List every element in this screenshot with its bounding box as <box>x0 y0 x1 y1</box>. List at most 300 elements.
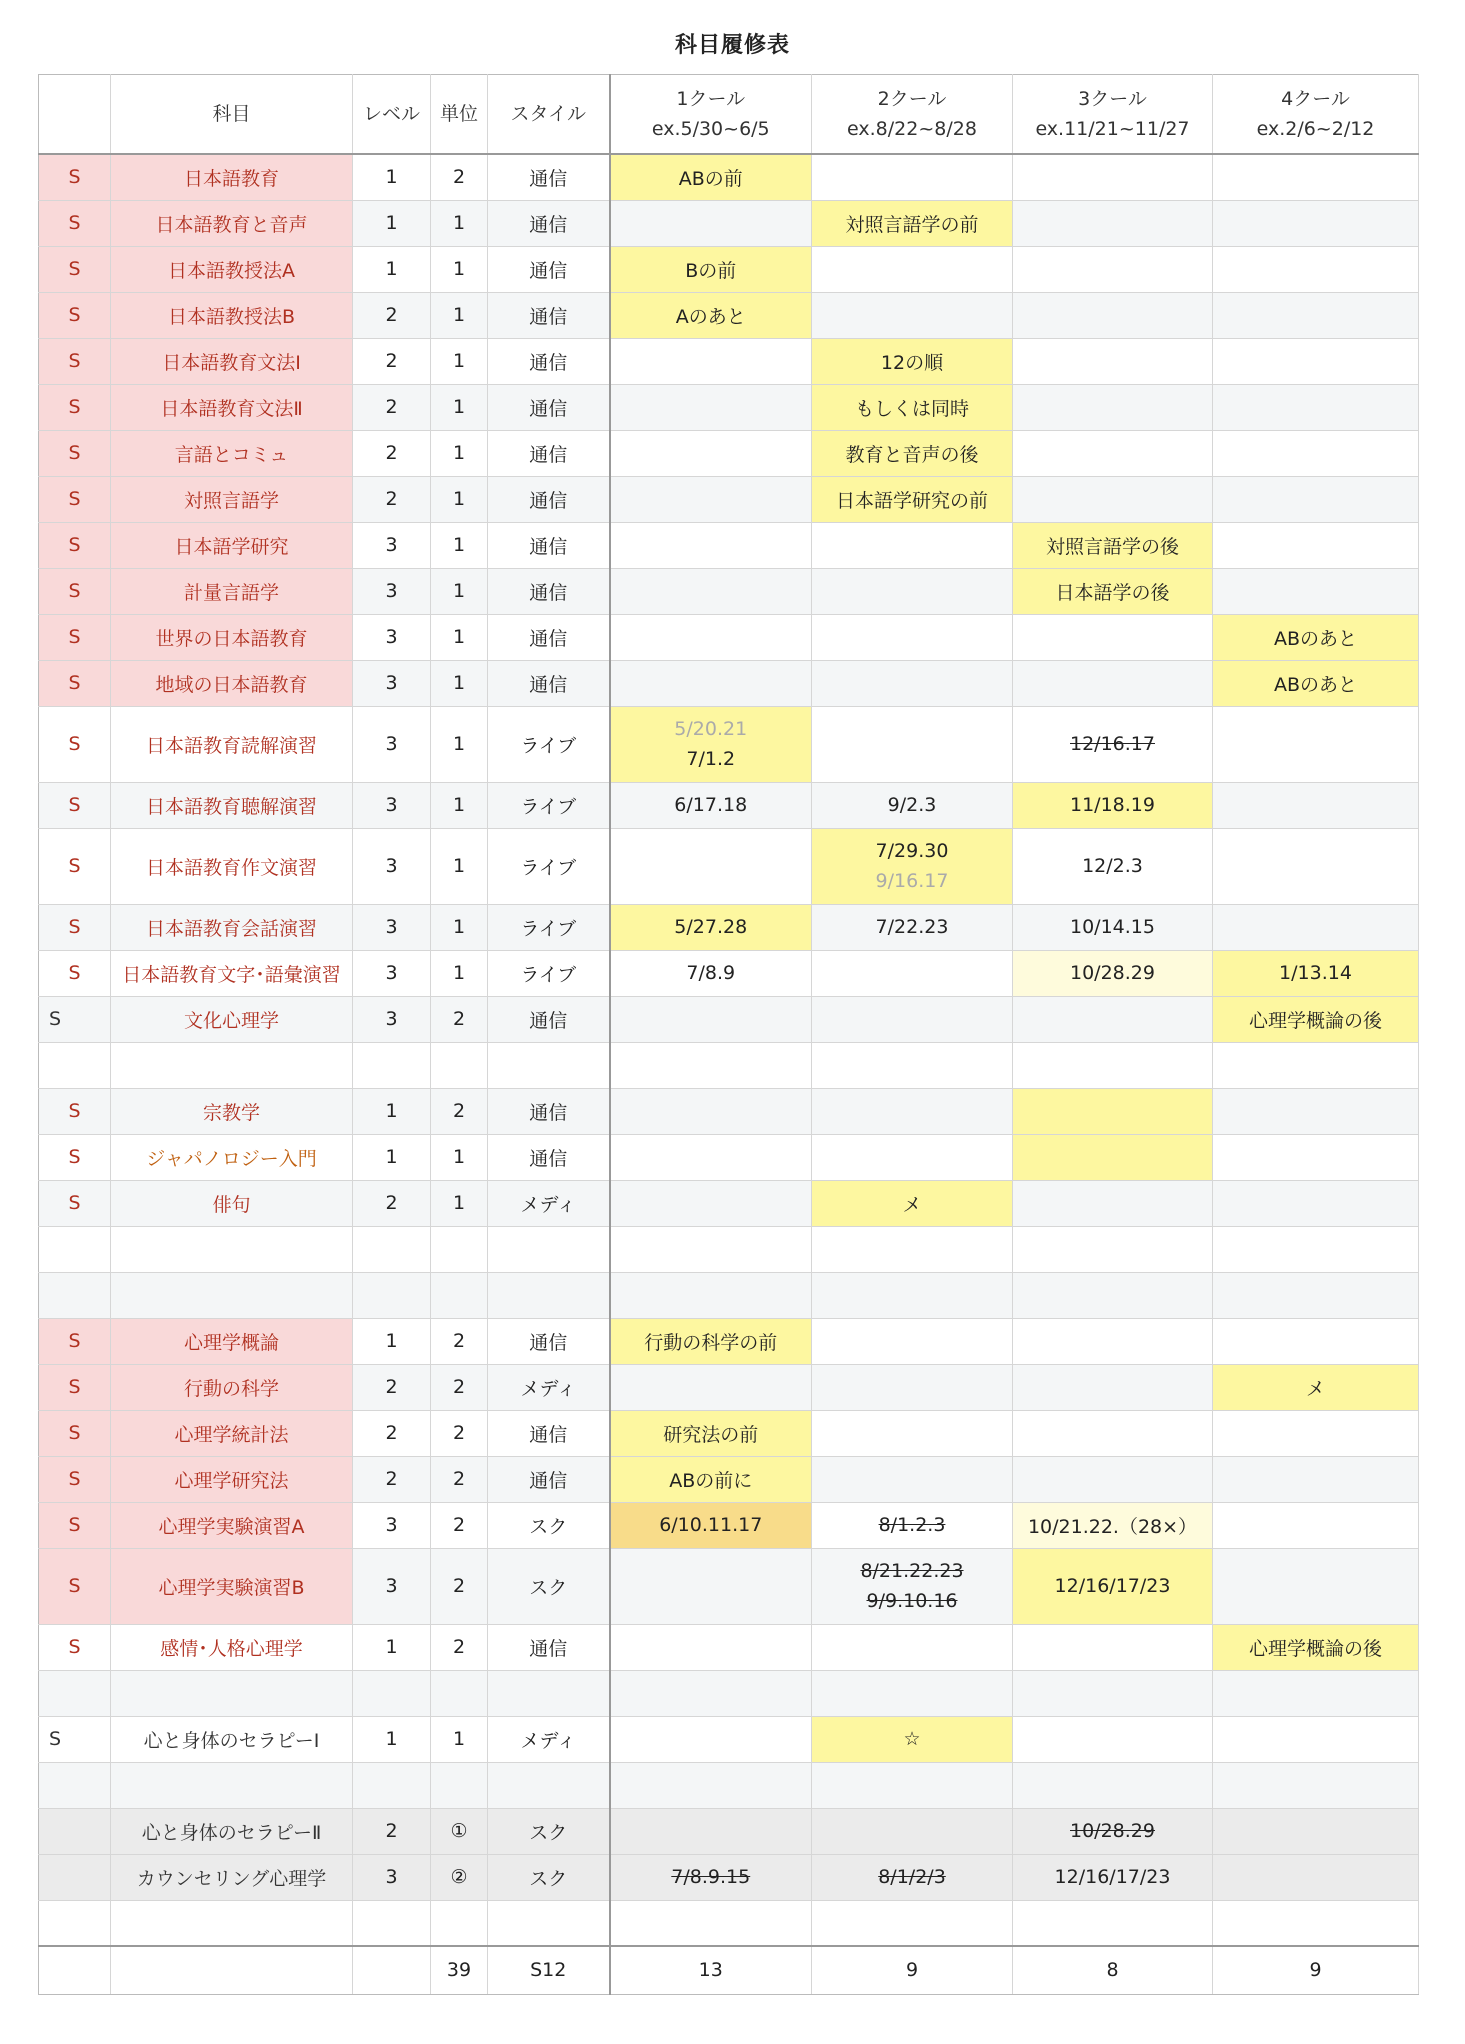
q1-cell: 研究法の前 <box>610 1410 812 1456</box>
level-cell: 1 <box>353 1134 431 1180</box>
table-row <box>39 1134 1419 1180</box>
subject-name: 心理学研究法 <box>111 1456 353 1502</box>
style-cell: 通信 <box>488 1088 610 1134</box>
style-cell: 通信 <box>488 996 610 1042</box>
q1-cell <box>610 1088 812 1134</box>
style-cell: スク <box>488 1502 610 1548</box>
q4-cell <box>1213 1318 1419 1364</box>
style-cell: 通信 <box>488 246 610 292</box>
units-cell: 2 <box>431 1624 488 1670</box>
q2-cell: 教育と音声の後 <box>812 430 1013 476</box>
level-cell: 3 <box>353 1854 431 1900</box>
level-cell: 1 <box>353 154 431 200</box>
total-q1: 13 <box>610 1946 812 1994</box>
q2-cell: 対照言語学の前 <box>812 200 1013 246</box>
subject-name: 日本語学研究 <box>111 522 353 568</box>
q4-cell: 心理学概論の後 <box>1213 1624 1419 1670</box>
style-cell: 通信 <box>488 1134 610 1180</box>
s-mark: S <box>39 828 111 904</box>
units-cell: 1 <box>431 828 488 904</box>
table-row <box>39 292 1419 338</box>
q1-cell: 6/17.18 <box>610 782 812 828</box>
q2-cell <box>812 1808 1013 1854</box>
q2-cell: 9/2.3 <box>812 782 1013 828</box>
level-cell: 2 <box>353 292 431 338</box>
style-cell: 通信 <box>488 1624 610 1670</box>
q4-cell <box>1213 1502 1419 1548</box>
q3-cell <box>1013 338 1213 384</box>
style-cell: 通信 <box>488 1410 610 1456</box>
style-cell: 通信 <box>488 384 610 430</box>
q1-cell: Bの前 <box>610 246 812 292</box>
table-row <box>39 1502 1419 1548</box>
level-cell: 2 <box>353 1410 431 1456</box>
subject-name: 日本語教育 <box>111 154 353 200</box>
style-cell: 通信 <box>488 292 610 338</box>
total-units: 39 <box>431 1946 488 1994</box>
level-cell: 1 <box>353 1088 431 1134</box>
units-cell: 1 <box>431 904 488 950</box>
style-cell: ライブ <box>488 904 610 950</box>
total-q2: 9 <box>812 1946 1013 1994</box>
course-table <box>38 74 1419 1995</box>
q2-cell: 8/1.2.3 <box>812 1502 1013 1548</box>
q2-cell <box>812 292 1013 338</box>
table-row <box>39 1716 1419 1762</box>
q2-cell <box>812 1624 1013 1670</box>
units-cell: 2 <box>431 1456 488 1502</box>
subject-name: 日本語教育文法Ⅱ <box>111 384 353 430</box>
q2-cell <box>812 1410 1013 1456</box>
q3-cell: 10/21.22.（28×） <box>1013 1502 1213 1548</box>
table-row <box>39 1624 1419 1670</box>
subject-name: 日本語教育聴解演習 <box>111 782 353 828</box>
q1-cell: 6/10.11.17 <box>610 1502 812 1548</box>
table-row <box>39 614 1419 660</box>
style-cell: 通信 <box>488 1456 610 1502</box>
q2-date-struck: 9/9.10.16 <box>866 1590 958 1612</box>
style-cell: 通信 <box>488 338 610 384</box>
q1-cell <box>610 338 812 384</box>
units-cell: 1 <box>431 384 488 430</box>
q2-cell: もしくは同時 <box>812 384 1013 430</box>
units-cell: 1 <box>431 246 488 292</box>
q4-cell <box>1213 904 1419 950</box>
style-cell: スク <box>488 1548 610 1624</box>
q1-cell: 7/8.9 <box>610 950 812 996</box>
units-cell: 2 <box>431 1502 488 1548</box>
s-mark: S <box>39 950 111 996</box>
level-cell: 2 <box>353 338 431 384</box>
q1-cell: ABの前に <box>610 1456 812 1502</box>
units-cell: 2 <box>431 1410 488 1456</box>
q2-cell <box>812 996 1013 1042</box>
s-mark: S <box>39 614 111 660</box>
s-mark: S <box>39 200 111 246</box>
s-mark: S <box>39 154 111 200</box>
total-q3: 8 <box>1013 1946 1213 1994</box>
table-row <box>39 1410 1419 1456</box>
table-row <box>39 1180 1419 1226</box>
level-cell: 1 <box>353 200 431 246</box>
subject-name: 日本語教育文字･語彙演習 <box>111 950 353 996</box>
style-cell: 通信 <box>488 522 610 568</box>
units-cell: 1 <box>431 706 488 782</box>
q2-cell: ☆ <box>812 1716 1013 1762</box>
q1-cell <box>610 828 812 904</box>
units-cell: ② <box>431 1854 488 1900</box>
q3-cell <box>1013 614 1213 660</box>
style-cell: ライブ <box>488 950 610 996</box>
q3-cell <box>1013 430 1213 476</box>
q2-cell <box>812 1088 1013 1134</box>
q4-cell <box>1213 430 1419 476</box>
table-row <box>39 950 1419 996</box>
s-mark: S <box>39 1410 111 1456</box>
q3-cell: 10/28.29 <box>1013 1808 1213 1854</box>
s-mark: S <box>39 1548 111 1624</box>
empty-row <box>39 1762 1419 1808</box>
table-row <box>39 1364 1419 1410</box>
s-mark: S <box>39 292 111 338</box>
style-cell: スク <box>488 1854 610 1900</box>
level-cell: 3 <box>353 996 431 1042</box>
units-cell: ① <box>431 1808 488 1854</box>
q3-cell: 10/14.15 <box>1013 904 1213 950</box>
style-cell: 通信 <box>488 660 610 706</box>
q4-cell <box>1213 1716 1419 1762</box>
q4-cell <box>1213 828 1419 904</box>
header-level: レベル <box>353 75 431 155</box>
style-cell: スク <box>488 1808 610 1854</box>
subject-name: 心理学実験演習A <box>111 1502 353 1548</box>
q1-cell <box>610 1548 812 1624</box>
level-cell: 1 <box>353 1318 431 1364</box>
header-row <box>39 75 1419 155</box>
table-row <box>39 996 1419 1042</box>
q4-cell <box>1213 522 1419 568</box>
table-row <box>39 522 1419 568</box>
page-title: 科目履修表 <box>674 33 790 58</box>
level-cell: 3 <box>353 614 431 660</box>
q1-cell: Aのあと <box>610 292 812 338</box>
header-q4: 4クール ex.2/6~2/12 <box>1213 75 1419 155</box>
s-mark: S <box>39 782 111 828</box>
q4-cell <box>1213 154 1419 200</box>
q3-cell <box>1013 1456 1213 1502</box>
subject-name: 心と身体のセラピーⅡ <box>111 1808 353 1854</box>
subject-name: カウンセリング心理学 <box>111 1854 353 1900</box>
style-cell: 通信 <box>488 154 610 200</box>
level-cell: 3 <box>353 568 431 614</box>
table-row <box>39 1456 1419 1502</box>
total-q4: 9 <box>1213 1946 1419 1994</box>
q3-cell <box>1013 292 1213 338</box>
q3-cell <box>1013 996 1213 1042</box>
style-cell: メディ <box>488 1364 610 1410</box>
q4-cell: ABのあと <box>1213 614 1419 660</box>
q3-cell <box>1013 154 1213 200</box>
s-mark: S <box>39 246 111 292</box>
units-cell: 1 <box>431 476 488 522</box>
header-q3: 3クール ex.11/21~11/27 <box>1013 75 1213 155</box>
q1-cell <box>610 1364 812 1410</box>
units-cell: 2 <box>431 1318 488 1364</box>
table-row <box>39 904 1419 950</box>
s-mark: S <box>39 522 111 568</box>
units-cell: 2 <box>431 154 488 200</box>
style-cell: ライブ <box>488 706 610 782</box>
subject-name: 心理学概論 <box>111 1318 353 1364</box>
subject-name: 心と身体のセラピーⅠ <box>111 1716 353 1762</box>
s-mark: S <box>39 660 111 706</box>
q2-cell: 日本語学研究の前 <box>812 476 1013 522</box>
style-cell: ライブ <box>488 828 610 904</box>
table-row <box>39 568 1419 614</box>
level-cell: 2 <box>353 1808 431 1854</box>
q1-cell <box>610 568 812 614</box>
subject-name: 世界の日本語教育 <box>111 614 353 660</box>
table-row <box>39 782 1419 828</box>
subject-name: 日本語教育会話演習 <box>111 904 353 950</box>
units-cell: 1 <box>431 338 488 384</box>
empty-row <box>39 1900 1419 1946</box>
q2-cell <box>812 568 1013 614</box>
units-cell: 1 <box>431 568 488 614</box>
q4-cell <box>1213 246 1419 292</box>
table-row <box>39 660 1419 706</box>
q4-cell <box>1213 1808 1419 1854</box>
style-cell: メディ <box>488 1716 610 1762</box>
style-cell: 通信 <box>488 568 610 614</box>
header-subject: 科目 <box>111 75 353 155</box>
q4-cell <box>1213 292 1419 338</box>
s-mark: S <box>39 384 111 430</box>
level-cell: 1 <box>353 1716 431 1762</box>
q2-cell <box>812 522 1013 568</box>
level-cell: 3 <box>353 782 431 828</box>
q2-cell <box>812 1318 1013 1364</box>
style-cell: 通信 <box>488 1318 610 1364</box>
style-cell: 通信 <box>488 476 610 522</box>
level-cell: 2 <box>353 384 431 430</box>
q4-cell: 心理学概論の後 <box>1213 996 1419 1042</box>
q2-date: 7/29.30 <box>875 840 949 862</box>
total-s: S12 <box>488 1946 610 1994</box>
level-cell: 3 <box>353 950 431 996</box>
q4-cell <box>1213 1134 1419 1180</box>
table-row <box>39 246 1419 292</box>
s-mark: S <box>39 996 111 1042</box>
units-cell: 1 <box>431 292 488 338</box>
subject-name: 行動の科学 <box>111 1364 353 1410</box>
level-cell: 2 <box>353 430 431 476</box>
style-cell: メディ <box>488 1180 610 1226</box>
table-row <box>39 338 1419 384</box>
table-row <box>39 476 1419 522</box>
style-cell: 通信 <box>488 614 610 660</box>
table-row <box>39 1854 1419 1900</box>
s-mark: S <box>39 430 111 476</box>
q2-date-faded: 9/16.17 <box>875 870 949 892</box>
q3-cell <box>1013 660 1213 706</box>
table-row <box>39 828 1419 904</box>
units-cell: 1 <box>431 1180 488 1226</box>
s-mark: S <box>39 1716 111 1762</box>
level-cell: 3 <box>353 706 431 782</box>
s-mark: S <box>39 1364 111 1410</box>
level-cell: 3 <box>353 1502 431 1548</box>
style-cell: ライブ <box>488 782 610 828</box>
q3-cell <box>1013 1088 1213 1134</box>
q1-cell <box>610 1134 812 1180</box>
q3-cell: 12/16/17/23 <box>1013 1854 1213 1900</box>
q4-cell <box>1213 384 1419 430</box>
q1-cell <box>610 476 812 522</box>
q1-cell: 5/27.28 <box>610 904 812 950</box>
table-row <box>39 706 1419 782</box>
table-row <box>39 1088 1419 1134</box>
q1-date: 7/1.2 <box>686 748 736 770</box>
units-cell: 1 <box>431 200 488 246</box>
q1-cell <box>610 1808 812 1854</box>
q3-cell: 12/16/17/23 <box>1013 1548 1213 1624</box>
q3-cell <box>1013 1364 1213 1410</box>
table-row <box>39 384 1419 430</box>
q3-cell: 11/18.19 <box>1013 782 1213 828</box>
q3-cell: 日本語学の後 <box>1013 568 1213 614</box>
q1-cell <box>610 1180 812 1226</box>
empty-row <box>39 1272 1419 1318</box>
q3-cell: 対照言語学の後 <box>1013 522 1213 568</box>
header-q1: 1クール ex.5/30~6/5 <box>610 75 812 155</box>
q3-cell: 12/16.17 <box>1013 706 1213 782</box>
q1-cell <box>610 996 812 1042</box>
subject-name: 宗教学 <box>111 1088 353 1134</box>
q1-cell <box>610 614 812 660</box>
q2-cell <box>812 246 1013 292</box>
subject-name: 日本語教育読解演習 <box>111 706 353 782</box>
q1-cell <box>610 430 812 476</box>
table-row <box>39 1548 1419 1624</box>
q1-cell <box>610 384 812 430</box>
s-mark <box>39 1808 111 1854</box>
units-cell: 1 <box>431 522 488 568</box>
s-mark: S <box>39 1134 111 1180</box>
subject-name: 日本語教授法B <box>111 292 353 338</box>
s-mark: S <box>39 338 111 384</box>
subject-name: 日本語教育作文演習 <box>111 828 353 904</box>
q1-cell: 7/8.9.15 <box>610 1854 812 1900</box>
subject-name: 心理学統計法 <box>111 1410 353 1456</box>
units-cell: 2 <box>431 996 488 1042</box>
q1-cell <box>610 1624 812 1670</box>
q2-cell <box>812 660 1013 706</box>
s-mark: S <box>39 706 111 782</box>
q1-cell <box>610 660 812 706</box>
subject-name: 対照言語学 <box>111 476 353 522</box>
q1-cell: 行動の科学の前 <box>610 1318 812 1364</box>
subject-name: ジャパノロジー入門 <box>111 1134 353 1180</box>
subject-name: 日本語教育文法Ⅰ <box>111 338 353 384</box>
q4-cell <box>1213 200 1419 246</box>
q4-cell <box>1213 1180 1419 1226</box>
q4-cell <box>1213 1456 1419 1502</box>
subject-name: 心理学実験演習B <box>111 1548 353 1624</box>
header-style: スタイル <box>488 75 610 155</box>
units-cell: 2 <box>431 1548 488 1624</box>
s-mark: S <box>39 1624 111 1670</box>
subject-name: 日本語教授法A <box>111 246 353 292</box>
style-cell: 通信 <box>488 430 610 476</box>
q1-cell <box>610 1716 812 1762</box>
q4-cell <box>1213 1548 1419 1624</box>
level-cell: 3 <box>353 660 431 706</box>
table-row <box>39 200 1419 246</box>
q4-cell <box>1213 568 1419 614</box>
q1-date-faded: 5/20.21 <box>674 718 748 740</box>
subject-name: 感情･人格心理学 <box>111 1624 353 1670</box>
s-mark: S <box>39 476 111 522</box>
units-cell: 1 <box>431 782 488 828</box>
q2-cell <box>812 154 1013 200</box>
table-row <box>39 1318 1419 1364</box>
q2-cell: メ <box>812 1180 1013 1226</box>
s-mark: S <box>39 568 111 614</box>
q3-cell: 12/2.3 <box>1013 828 1213 904</box>
q3-cell <box>1013 200 1213 246</box>
q2-cell: 8/1/2/3 <box>812 1854 1013 1900</box>
empty-row <box>39 1042 1419 1088</box>
units-cell: 1 <box>431 614 488 660</box>
q4-cell <box>1213 476 1419 522</box>
q3-cell <box>1013 384 1213 430</box>
s-mark: S <box>39 904 111 950</box>
q3-cell <box>1013 1134 1213 1180</box>
q2-cell <box>812 1134 1013 1180</box>
q1-cell <box>610 706 812 782</box>
subject-name: 言語とコミュ <box>111 430 353 476</box>
q4-cell: メ <box>1213 1364 1419 1410</box>
level-cell: 2 <box>353 1456 431 1502</box>
totals-row <box>39 1946 1419 1994</box>
table-row <box>39 1808 1419 1854</box>
s-mark <box>39 1854 111 1900</box>
table-row <box>39 154 1419 200</box>
s-mark: S <box>39 1456 111 1502</box>
q3-cell <box>1013 1716 1213 1762</box>
units-cell: 2 <box>431 1088 488 1134</box>
q4-cell <box>1213 1410 1419 1456</box>
q4-cell: 1/13.14 <box>1213 950 1419 996</box>
subject-name: 地域の日本語教育 <box>111 660 353 706</box>
level-cell: 3 <box>353 904 431 950</box>
q3-cell: 10/28.29 <box>1013 950 1213 996</box>
q2-cell: 7/22.23 <box>812 904 1013 950</box>
empty-row <box>39 1226 1419 1272</box>
q4-cell <box>1213 706 1419 782</box>
q2-cell <box>812 950 1013 996</box>
header-q2: 2クール ex.8/22~8/28 <box>812 75 1013 155</box>
q4-cell <box>1213 1088 1419 1134</box>
s-mark: S <box>39 1088 111 1134</box>
q3-cell <box>1013 1410 1213 1456</box>
level-cell: 3 <box>353 522 431 568</box>
level-cell: 2 <box>353 476 431 522</box>
q3-cell <box>1013 1624 1213 1670</box>
q3-cell <box>1013 1318 1213 1364</box>
q1-cell <box>610 200 812 246</box>
